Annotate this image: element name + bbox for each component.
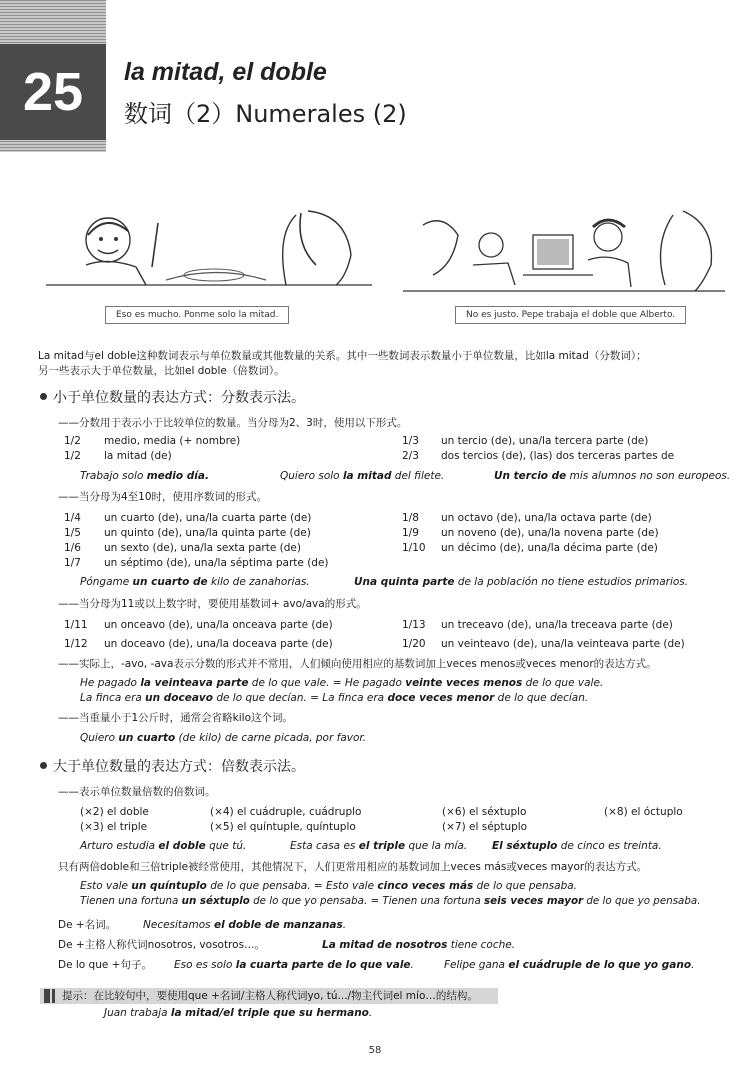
multiple-item: (×5) el quíntuple, quíntuplo — [210, 821, 356, 833]
tip-text: 提示：在比较句中，要使用que +名词/主格人称代词yo, tú.../物主代词el mío…的结构。 — [62, 990, 478, 1002]
fraction-row: 1/2 — [64, 435, 81, 447]
fraction-row: 1/10 — [402, 542, 426, 554]
section1-note-2: ——当分母为4至10时，使用序数词的形式。 — [58, 491, 268, 503]
fraction-row: 1/7 — [64, 557, 81, 569]
fraction-row: 1/9 — [402, 527, 419, 539]
left-illustration — [46, 205, 372, 300]
lesson-number: 25 — [22, 62, 84, 122]
intro-line-2: 另一些表示大于单位数量，比如el doble（倍数词）。 — [38, 365, 285, 377]
tip-example: Juan trabaja la mitad/el triple que su hermano. — [104, 1007, 373, 1019]
pattern-rule: De +主格人称代词nosotros, vosotros…。 — [58, 939, 266, 951]
multiple-item: (×3) el triple — [80, 821, 148, 833]
fraction-text: un cuarto (de), una/la cuarta parte (de) — [104, 512, 312, 524]
right-illustration-caption: No es justo. Pepe trabaja el doble que Alberto. — [455, 306, 686, 324]
fraction-text: un sexto (de), una/la sexta parte (de) — [104, 542, 301, 554]
example: Quiero un cuarto (de kilo) de carne picada, por favor. — [80, 732, 367, 744]
section1-note-3: ——当分母为11或以上数字时，要使用基数词+ avo/ava的形式。 — [58, 598, 367, 610]
fraction-row: 1/13 — [402, 619, 426, 631]
fraction-row: 1/5 — [64, 527, 81, 539]
multiple-item: (×6) el séxtuplo — [442, 806, 527, 818]
page-number: 58 — [368, 1045, 382, 1056]
example: He pagado la veinteava parte de lo que vale. = He pagado veinte veces menos de lo que vale. — [80, 677, 604, 689]
example: Una quinta parte de la población no tiene estudios primarios. — [354, 576, 689, 588]
fraction-text: un décimo (de), una/la décima parte (de) — [441, 542, 658, 554]
fraction-text: un veinteavo (de), una/la veinteava parte (de) — [441, 638, 685, 650]
fraction-row: 1/2 — [64, 450, 81, 462]
fraction-row: 1/8 — [402, 512, 419, 524]
intro-line-1: La mitad与el doble这种数词表示与单位数量或其他数量的关系。其中一些数词表示数量小于单位数量，比如la mitad（分数词）； — [38, 350, 647, 362]
section2-heading — [40, 756, 305, 776]
lesson-title: la mitad, el doble — [124, 58, 327, 86]
section1-note-1: ——分数用于表示小于比较单位的数量。当分母为2、3时，使用以下形式。 — [58, 417, 408, 429]
fraction-row: 1/4 — [64, 512, 81, 524]
fraction-text: un treceavo (de), una/la treceava parte (de) — [441, 619, 673, 631]
fraction-row: 1/12 — [64, 638, 88, 650]
multiple-item: (×7) el séptuplo — [442, 821, 528, 833]
example: Eso es solo la cuarta parte de lo que vale. — [174, 959, 414, 971]
fraction-text: un séptimo (de), una/la séptima parte (de) — [104, 557, 329, 569]
fraction-text: medio, media (+ nombre) — [104, 435, 241, 447]
example: Un tercio de mis alumnos no son europeos. — [494, 470, 731, 482]
fraction-text: un quinto (de), una/la quinta parte (de) — [104, 527, 311, 539]
fraction-text: dos tercios (de), (las) dos terceras partes de — [441, 450, 675, 462]
example: Esto vale un quíntuplo de lo que pensaba. = Esto vale cinco veces más de lo que pensaba. — [80, 880, 578, 892]
section2-note-2: 只有两倍doble和三倍triple被经常使用，其他情况下，人们更常用相应的基数词加上veces más或veces mayor的表达方式。 — [58, 861, 648, 873]
multiple-item: (×2) el doble — [80, 806, 149, 818]
left-illustration-caption: Eso es mucho. Ponme solo la mitad. — [105, 306, 289, 324]
section1-heading — [40, 387, 305, 407]
fraction-text: un octavo (de), una/la octava parte (de) — [441, 512, 652, 524]
bullet-icon — [40, 762, 47, 769]
example: La finca era un doceavo de lo que decían. = La finca era doce veces menor de lo que decían. — [80, 692, 589, 704]
tip-marker-icon — [52, 989, 55, 1003]
fraction-text: la mitad (de) — [104, 450, 172, 462]
multiple-item: (×4) el cuádruple, cuádruplo — [210, 806, 362, 818]
section1-heading-text: 小于单位数量的表达方式：分数表示法。 — [53, 390, 305, 406]
fraction-text: un tercio (de), una/la tercera parte (de) — [441, 435, 649, 447]
fraction-row: 1/20 — [402, 638, 426, 650]
example: Felipe gana el cuádruple de lo que yo gano. — [444, 959, 695, 971]
example: Esta casa es el triple que la mía. — [290, 840, 468, 852]
example: La mitad de nosotros tiene coche. — [322, 939, 516, 951]
fraction-text: un onceavo (de), una/la onceava parte (de) — [104, 619, 333, 631]
fraction-row: 1/6 — [64, 542, 81, 554]
example: El séxtuplo de cinco es treinta. — [492, 840, 662, 852]
section2-note-1: ——表示单位数量倍数的倍数词。 — [58, 786, 216, 798]
fraction-row: 1/3 — [402, 435, 419, 447]
fraction-text: un noveno (de), una/la novena parte (de) — [441, 527, 659, 539]
multiple-item: (×8) el óctuplo — [604, 806, 683, 818]
fraction-text: un doceavo (de), una/la doceava parte (de) — [104, 638, 333, 650]
example: Póngame un cuarto de kilo de zanahorias. — [80, 576, 310, 588]
example: Trabajo solo medio día. — [80, 470, 209, 482]
fraction-row: 2/3 — [402, 450, 419, 462]
lesson-subtitle: 数词（2）Numerales (2) — [124, 100, 407, 128]
section2-heading-text: 大于单位数量的表达方式：倍数表示法。 — [53, 759, 305, 775]
example: Necesitamos el doble de manzanas. — [143, 919, 347, 931]
pattern-rule: De lo que +句子。 — [58, 959, 152, 971]
example: Quiero solo la mitad del filete. — [280, 470, 445, 482]
example: Tienen una fortuna un séxtuplo de lo que yo pensaba. = Tienen una fortuna seis veces mayor de lo que yo pensaba. — [80, 895, 701, 907]
tip-marker-icon — [44, 989, 50, 1003]
bullet-icon — [40, 393, 47, 400]
section1-note-4: ——实际上，-avo, -ava表示分数的形式并不常用，人们倾向使用相应的基数词加上veces menos或veces menor的表达方式。 — [58, 658, 657, 670]
section1-note-5: ——当重量小于1公斤时，通常会省略kilo这个词。 — [58, 712, 294, 724]
example: Arturo estudia el doble que tú. — [80, 840, 247, 852]
pattern-rule: De +名词。 — [58, 919, 117, 931]
fraction-row: 1/11 — [64, 619, 88, 631]
right-illustration — [403, 205, 725, 300]
